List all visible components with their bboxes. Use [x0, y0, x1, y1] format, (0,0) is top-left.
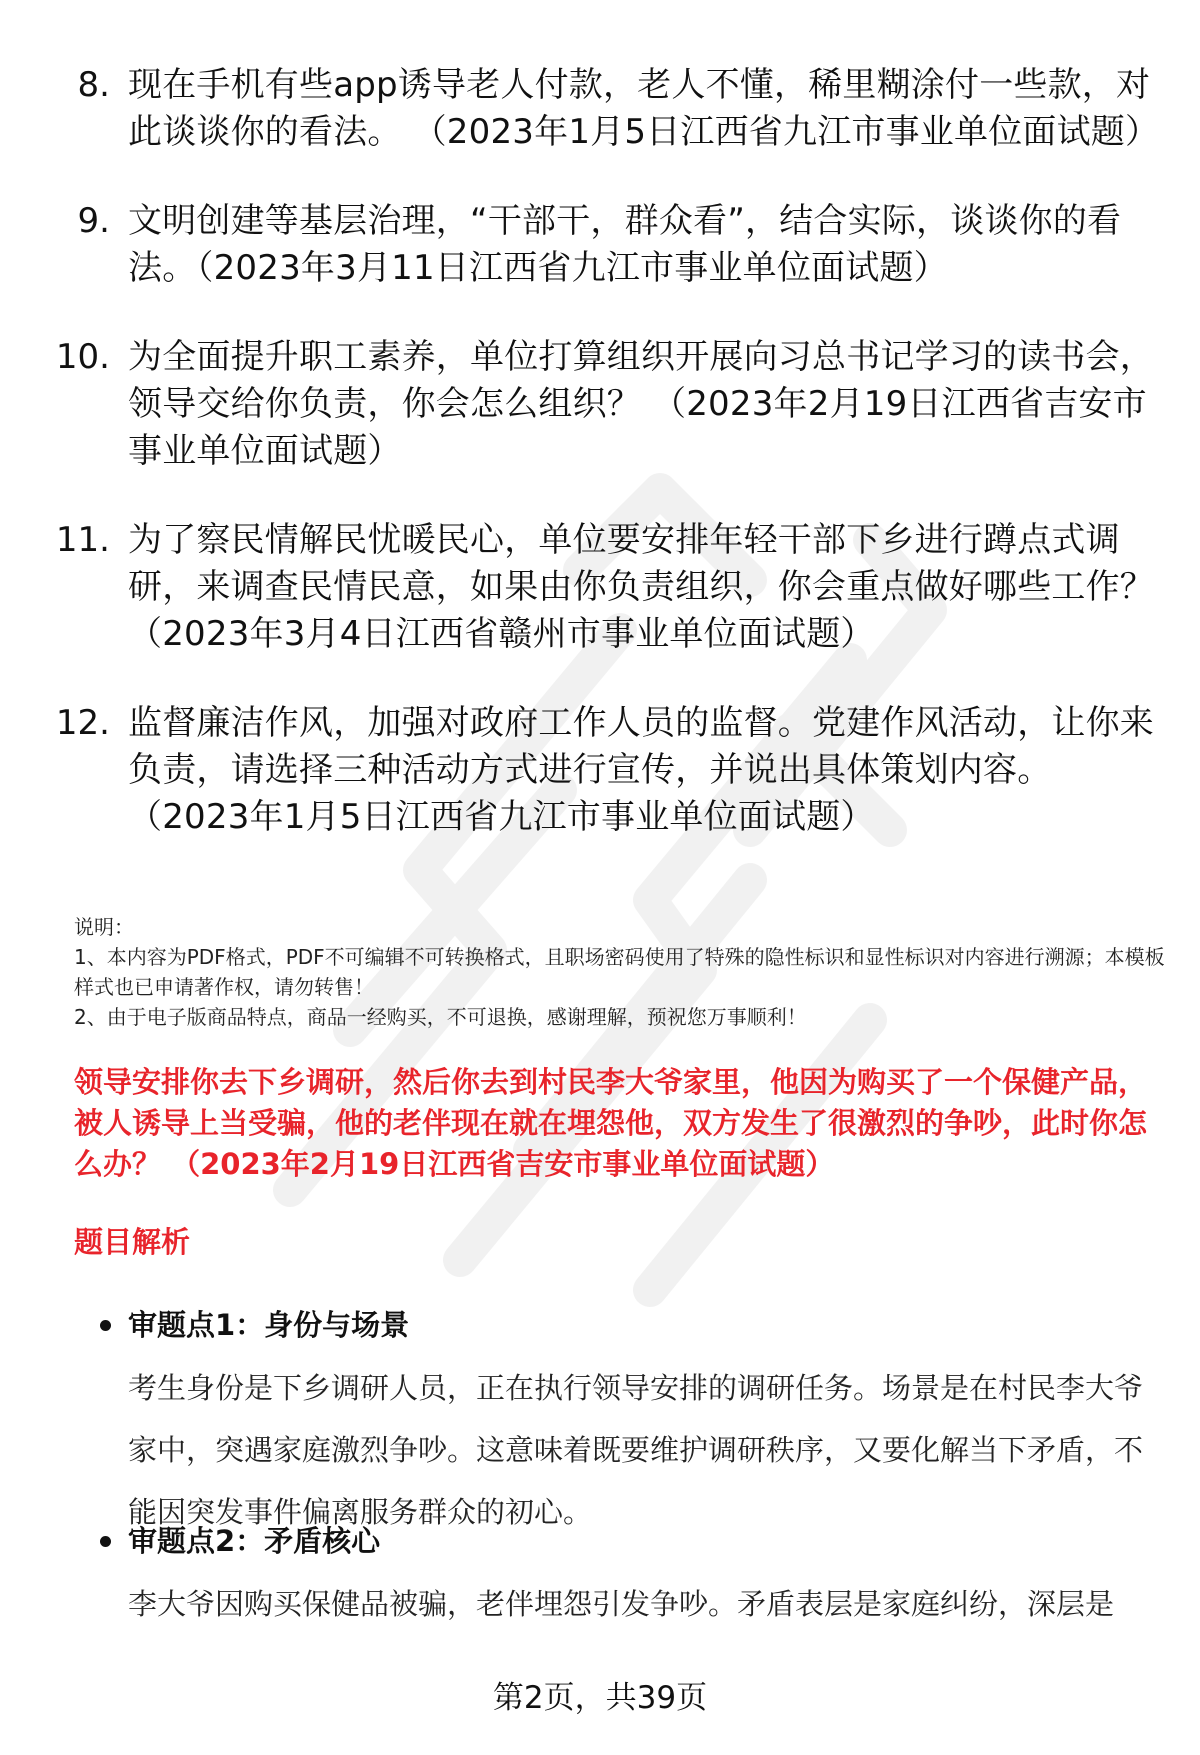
question-text: 现在手机有些app诱导老人付款，老人不懂，稀里糊涂付一些款，对此谈谈你的看法。 （2023年1月5日江西省九江市事业单位面试题） — [128, 65, 1160, 152]
question-item — [0, 62, 1200, 156]
question-text: 为了察民情解民忧暖民心，单位要安排年轻干部下乡进行蹲点式调研，来调查民情民意，如果由你负责组织，你会重点做好哪些工作？ （2023年3月4日江西省赣州市事业单位面试题） — [128, 520, 1154, 654]
question-item — [0, 198, 1200, 292]
notes-line-1: 1、本内容为PDF格式，PDF不可编辑不可转换格式，且职场密码使用了特殊的隐性标识和显性标识对内容进行溯源；本模板样式也已申请著作权，请勿转售！ — [74, 945, 1165, 999]
analysis-point-body: 考生身份是下乡调研人员，正在执行领导安排的调研任务。场景是在村民李大爷家中，突遇家庭激烈争吵。这意味着既要维护调研秩序，又要化解当下矛盾，不能因突发事件偏离服务群众的初心。 — [128, 1371, 1144, 1529]
question-list — [0, 62, 1200, 883]
bullet-icon — [100, 1320, 111, 1331]
question-number: 9. — [77, 201, 110, 241]
question-text: 为全面提升职工素养，单位打算组织开展向习总书记学习的读书会，领导交给你负责，你会怎么组织？ （2023年2月19日江西省吉安市事业单位面试题） — [128, 337, 1154, 471]
bullet-icon — [100, 1536, 111, 1547]
analysis-point — [96, 1305, 1156, 1543]
analysis-point-body: 李大爷因购买保健品被骗，老伴埋怨引发争吵。矛盾表层是家庭纠纷，深层是 — [128, 1587, 1115, 1621]
question-number: 8. — [77, 65, 110, 105]
question-number: 10. — [55, 337, 110, 377]
question-number: 11. — [55, 520, 110, 560]
notes-title: 说明： — [74, 915, 134, 939]
analysis-point — [96, 1521, 1156, 1635]
analysis-title: 题目解析 — [74, 1225, 191, 1259]
notes-block — [74, 912, 1174, 1032]
analysis-point-heading — [96, 1305, 1156, 1345]
analysis-point-heading-text: 审题点2：矛盾核心 — [128, 1524, 381, 1558]
question-text: 监督廉洁作风，加强对政府工作人员的监督。党建作风活动，让你来负责，请选择三种活动方式进行宣传，并说出具体策划内容。 （2023年1月5日江西省九江市事业单位面试题） — [128, 703, 1154, 837]
notes-line-2: 2、由于电子版商品特点，商品一经购买，不可退换，感谢理解，预祝您万事顺利！ — [74, 1005, 807, 1029]
featured-question: 领导安排你去下乡调研，然后你去到村民李大爷家里，他因为购买了一个保健产品，被人诱导上当受骗，他的老伴现在就在埋怨他，双方发生了很激烈的争吵，此时你怎么办？ （2023年2月19日江西省吉安市事业单位面试题） — [74, 1065, 1148, 1181]
question-item — [0, 700, 1200, 841]
analysis-point-heading — [96, 1521, 1156, 1561]
question-text: 文明创建等基层治理，“干部干，群众看”，结合实际，谈谈你的看法。（2023年3月11日江西省九江市事业单位面试题） — [128, 201, 1122, 288]
question-item — [0, 517, 1200, 658]
page-number: 第2页，共39页 — [492, 1680, 708, 1716]
question-item — [0, 334, 1200, 475]
analysis-point-heading-text: 审题点1：身份与场景 — [128, 1308, 410, 1342]
question-number: 12. — [55, 703, 110, 743]
